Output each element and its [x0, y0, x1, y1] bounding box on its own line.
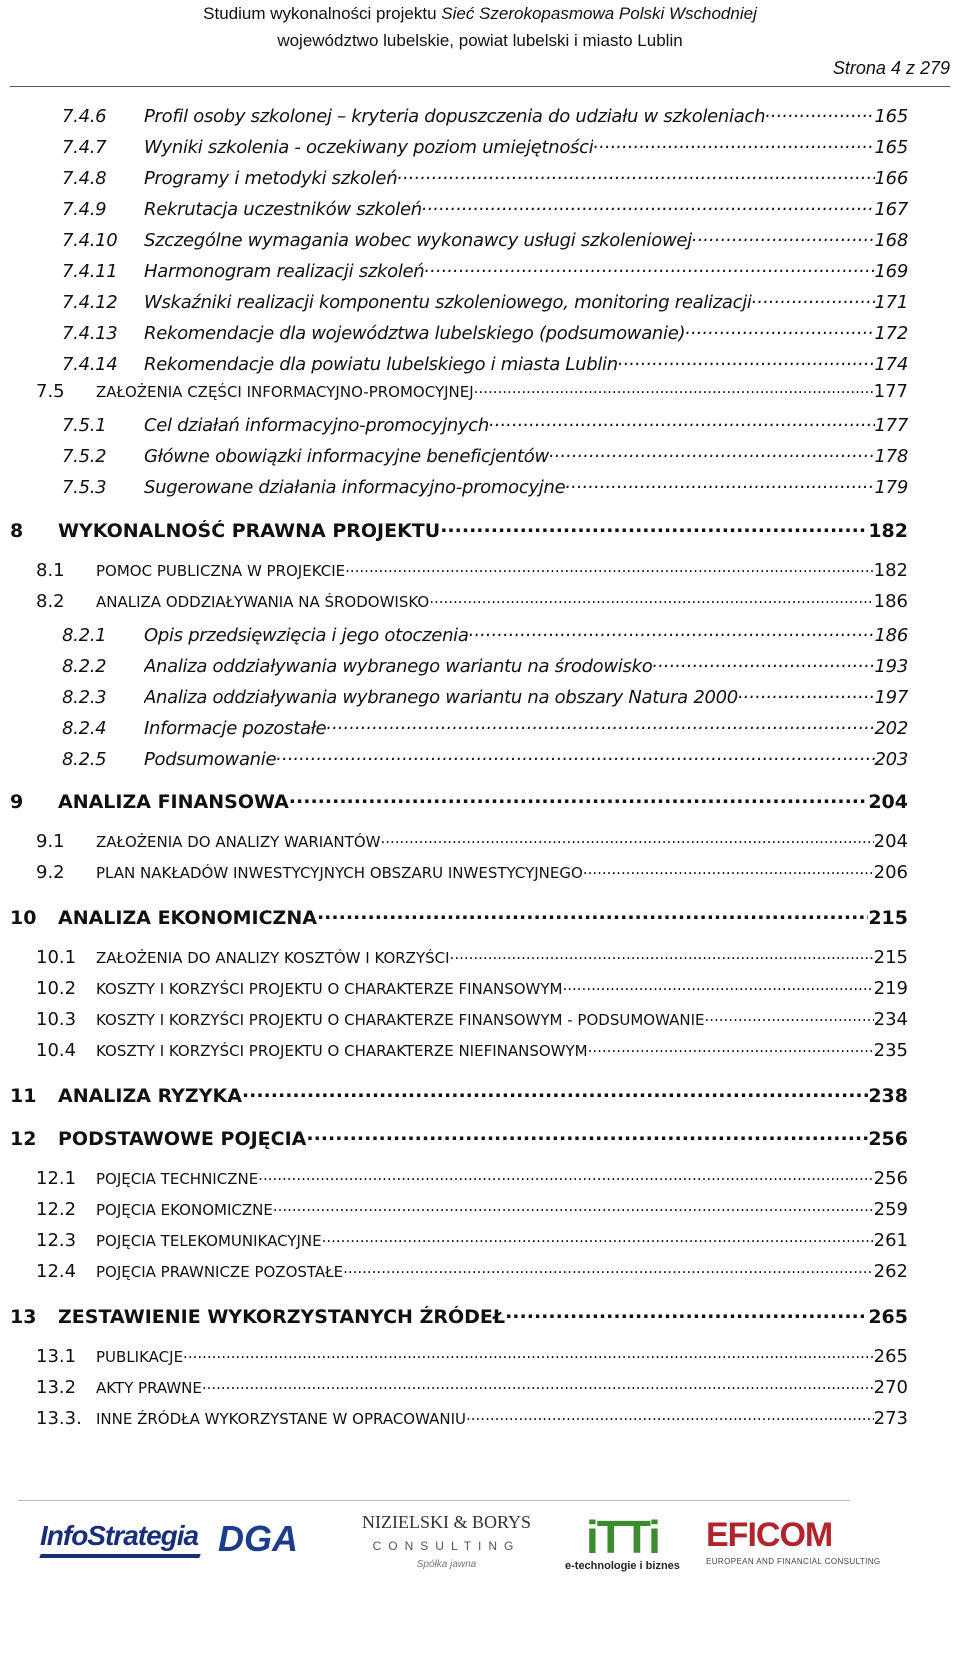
- toc-entry-page: 256: [868, 1127, 908, 1150]
- toc-entry-page: 265: [873, 1345, 908, 1367]
- toc-entry-page: 261: [873, 1229, 908, 1251]
- toc-entry-number: 9: [10, 790, 24, 813]
- toc-dot-leader: [183, 1345, 874, 1362]
- toc-entry-page: 273: [873, 1407, 908, 1429]
- toc-dot-leader: [752, 288, 875, 308]
- toc-entry-title: Analiza oddziaływania wybranego wariantu na środowisko: [144, 655, 653, 677]
- toc-entry-title: ZESTAWIENIE WYKORZYSTANYCH ŹRÓDEŁ: [58, 1305, 506, 1328]
- toc-entry-number: 13.1: [36, 1345, 77, 1367]
- toc-entry-page: 219: [873, 977, 908, 999]
- toc-entry-title: WYKONALNOŚĆ PRAWNA PROJEKTU: [58, 519, 441, 542]
- toc-entry-number: 7.4.13: [62, 322, 118, 344]
- toc-dot-leader: [422, 195, 875, 215]
- toc-entry-page: 177: [873, 380, 908, 402]
- toc-entry-number: 10.1: [36, 946, 77, 968]
- toc-entry[interactable]: [62, 195, 908, 220]
- toc-entry-page: 270: [873, 1376, 908, 1398]
- toc-entry-title: POJĘCIA TELEKOMUNIKACYJNE: [96, 1231, 322, 1250]
- toc-entry-number: 8.2.1: [62, 624, 107, 646]
- project-name: Sieć Szerokopasmowa Polski Wschodniej: [441, 4, 757, 23]
- toc-entry[interactable]: [36, 946, 908, 968]
- footer-divider: [18, 1500, 850, 1501]
- toc-entry-title: PLAN NAKŁADÓW INWESTYCYJNYCH OBSZARU INWESTYCYJNEGO: [96, 863, 583, 882]
- toc-entry-number: 8.2.2: [62, 655, 107, 677]
- toc-entry-number: 7.5: [36, 380, 65, 402]
- toc-entry[interactable]: [10, 787, 908, 813]
- toc-dot-leader: [289, 787, 869, 808]
- toc-entry-number: 10: [10, 906, 37, 929]
- toc-entry-number: 7.4.12: [62, 291, 118, 313]
- toc-entry-title: ANALIZA RYZYKA: [58, 1084, 242, 1107]
- toc-entry-title: AKTY PRAWNE: [96, 1378, 202, 1397]
- toc-entry-title: Wskaźniki realizacji komponentu szkoleniowego, monitoring realizacji: [144, 291, 752, 313]
- toc-entry-number: 10.2: [36, 977, 77, 999]
- toc-entry[interactable]: [62, 102, 908, 127]
- toc-entry-number: 7.4.10: [62, 229, 118, 251]
- toc-entry-title: KOSZTY I KORZYŚCI PROJEKTU O CHARAKTERZE NIEFINANSOWYM: [96, 1041, 588, 1060]
- toc-entry-page: 204: [868, 790, 908, 813]
- toc-entry[interactable]: [36, 1345, 908, 1367]
- toc-entry-page: 169: [874, 260, 908, 282]
- toc-entry-title: PODSTAWOWE POJĘCIA: [58, 1127, 307, 1150]
- toc-entry-title: Profil osoby szkolonej – kryteria dopuszczenia do udziału w szkoleniach: [144, 105, 766, 127]
- toc-dot-leader: [276, 745, 874, 765]
- toc-entry-page: 206: [873, 861, 908, 883]
- toc-entry[interactable]: [36, 1167, 908, 1189]
- toc-dot-leader: [692, 226, 875, 246]
- toc-dot-leader: [489, 411, 875, 431]
- toc-entry-number: 7.4.7: [62, 136, 107, 158]
- toc-entry[interactable]: [10, 1081, 908, 1107]
- logo-swoosh: [39, 1554, 200, 1558]
- toc-entry[interactable]: [62, 257, 908, 282]
- toc-dot-leader: [652, 652, 874, 672]
- infostrategia-logo: InfoStrategia: [40, 1520, 198, 1552]
- toc-dot-leader: [549, 442, 875, 462]
- toc-entry-title: ANALIZA EKONOMICZNA: [58, 906, 317, 929]
- toc-entry-number: 7.5.3: [62, 476, 107, 498]
- toc-entry-number: 7.4.8: [62, 167, 107, 189]
- toc-entry-title: POJĘCIA TECHNICZNE: [96, 1169, 259, 1188]
- toc-entry-title: Rekrutacja uczestników szkoleń: [144, 198, 422, 220]
- page-footer: [0, 1490, 960, 1658]
- toc-dot-leader: [618, 350, 875, 370]
- toc-dot-leader: [505, 1302, 868, 1323]
- toc-dot-leader: [704, 1008, 873, 1025]
- toc-entry[interactable]: [36, 861, 908, 883]
- toc-entry-number: 7.4.6: [62, 105, 107, 127]
- toc-entry-title: PUBLIKACJE: [96, 1347, 184, 1366]
- toc-dot-leader: [258, 1167, 873, 1184]
- document-subtitle: województwo lubelskie, powiat lubelski i miasto Lublin: [277, 31, 683, 50]
- toc-entry-title: KOSZTY I KORZYŚCI PROJEKTU O CHARAKTERZE FINANSOWYM - PODSUMOWANIE: [96, 1010, 705, 1029]
- toc-entry-page: 259: [873, 1198, 908, 1220]
- toc-entry-title: KOSZTY I KORZYŚCI PROJEKTU O CHARAKTERZE FINANSOWYM: [96, 979, 563, 998]
- toc-entry[interactable]: [36, 977, 908, 999]
- toc-entry-title: Rekomendacje dla powiatu lubelskiego i miasta Lublin: [144, 353, 618, 375]
- toc-entry-number: 12: [10, 1127, 37, 1150]
- toc-entry-title: Podsumowanie: [144, 748, 277, 770]
- toc-entry[interactable]: [36, 830, 908, 852]
- toc-entry[interactable]: [36, 1376, 908, 1398]
- toc-entry-number: 8.2: [36, 590, 65, 612]
- toc-entry-page: 203: [874, 748, 908, 770]
- toc-entry[interactable]: [62, 411, 908, 436]
- toc-entry-page: 167: [874, 198, 908, 220]
- itti-logo: iTTi e-technologie i biznes: [565, 1511, 680, 1572]
- toc-entry-title: ANALIZA FINANSOWA: [58, 790, 289, 813]
- toc-entry-number: 10.3: [36, 1008, 77, 1030]
- page-number: Strona 4 z 279: [832, 58, 950, 78]
- toc-entry-title: INNE ŹRÓDŁA WYKORZYSTANE W OPRACOWANIU: [96, 1409, 466, 1428]
- toc-dot-leader: [440, 516, 868, 537]
- toc-dot-leader: [345, 559, 874, 576]
- toc-dot-leader: [397, 164, 874, 184]
- toc-dot-leader: [424, 257, 874, 277]
- toc-dot-leader: [202, 1376, 874, 1393]
- toc-entry-number: 12.2: [36, 1198, 77, 1220]
- toc-entry-title: Rekomendacje dla województwa lubelskiego (podsumowanie): [144, 322, 686, 344]
- toc-entry-title: Szczególne wymagania wobec wykonawcy usługi szkoleniowej: [144, 229, 692, 251]
- toc-entry[interactable]: [62, 442, 908, 467]
- toc-entry-title: POJĘCIA EKONOMICZNE: [96, 1200, 273, 1219]
- toc-entry-title: Harmonogram realizacji szkoleń: [144, 260, 425, 282]
- toc-entry-number: 7.5.1: [62, 414, 107, 436]
- toc-dot-leader: [469, 621, 875, 641]
- toc-entry-page: 204: [873, 830, 908, 852]
- toc-entry-title: Sugerowane działania informacyjno-promocyjne: [144, 476, 566, 498]
- toc-entry-number: 7.5.2: [62, 445, 107, 467]
- toc-dot-leader: [593, 133, 874, 153]
- toc-entry-title: Główne obowiązki informacyjne beneficjentów: [144, 445, 549, 467]
- toc-entry[interactable]: [62, 745, 908, 770]
- toc-entry-number: 12.1: [36, 1167, 77, 1189]
- toc-entry-page: 178: [874, 445, 908, 467]
- toc-entry-title: POMOC PUBLICZNA W PROJEKCIE: [96, 561, 346, 580]
- toc-dot-leader: [343, 1260, 874, 1277]
- toc-entry-title: ZAŁOŻENIA DO ANALIZY WARIANTÓW: [96, 832, 381, 851]
- toc-entry-title: Wyniki szkolenia - oczekiwany poziom umiejętności: [144, 136, 594, 158]
- toc-dot-leader: [242, 1081, 868, 1102]
- eficom-logo: EFICOM EUROPEAN AND FINANCIAL CONSULTING: [706, 1516, 881, 1566]
- toc-entry[interactable]: [36, 1229, 908, 1251]
- toc-entry[interactable]: [62, 350, 908, 375]
- toc-entry-page: 182: [868, 519, 908, 542]
- toc-entry-number: 8.1: [36, 559, 65, 581]
- toc-entry[interactable]: [62, 226, 908, 251]
- toc-entry-number: 13: [10, 1305, 37, 1328]
- toc-entry-number: 8.2.5: [62, 748, 107, 770]
- toc-entry[interactable]: [10, 1124, 908, 1150]
- toc-dot-leader: [765, 102, 874, 122]
- toc-entry-page: 238: [868, 1084, 908, 1107]
- toc-entry[interactable]: [62, 133, 908, 158]
- toc-entry[interactable]: [36, 590, 908, 612]
- toc-entry[interactable]: [36, 380, 908, 402]
- toc-dot-leader: [685, 319, 874, 339]
- toc-dot-leader: [738, 683, 875, 703]
- toc-entry-title: ZAŁOŻENIA DO ANALIZY KOSZTÓW I KORZYŚCI: [96, 948, 450, 967]
- toc-dot-leader: [474, 380, 874, 397]
- nizielski-borys-logo: NIZIELSKI & BORYS CONSULTING Spółka jawna: [362, 1512, 532, 1570]
- toc-dot-leader: [450, 946, 874, 963]
- toc-entry[interactable]: [62, 288, 908, 313]
- toc-dot-leader: [326, 714, 874, 734]
- toc-entry-page: 172: [874, 322, 908, 344]
- toc-entry[interactable]: [36, 1198, 908, 1220]
- toc-entry-number: 9.2: [36, 861, 65, 883]
- toc-entry-number: 12.4: [36, 1260, 77, 1282]
- toc-entry-number: 9.1: [36, 830, 65, 852]
- toc-entry[interactable]: [36, 1260, 908, 1282]
- toc-entry[interactable]: [62, 714, 908, 739]
- toc-entry-page: 165: [874, 136, 908, 158]
- toc-entry[interactable]: [62, 473, 908, 498]
- toc-entry-page: 215: [868, 906, 908, 929]
- toc-entry-page: 165: [874, 105, 908, 127]
- toc-entry-number: 7.4.14: [62, 353, 118, 375]
- toc-entry-title: ANALIZA ODDZIAŁYWANIA NA ŚRODOWISKO: [96, 592, 430, 611]
- toc-entry-page: 182: [873, 559, 908, 581]
- toc-entry-page: 168: [874, 229, 908, 251]
- toc-entry-page: 202: [874, 717, 908, 739]
- toc-entry-title: Cel działań informacyjno-promocyjnych: [144, 414, 489, 436]
- toc-entry-page: 174: [874, 353, 908, 375]
- toc-entry[interactable]: [62, 319, 908, 344]
- toc-entry-page: 186: [874, 624, 908, 646]
- toc-dot-leader: [322, 1229, 874, 1246]
- toc-entry-page: 235: [873, 1039, 908, 1061]
- toc-entry-page: 234: [873, 1008, 908, 1030]
- toc-entry-page: 166: [874, 167, 908, 189]
- toc-entry-page: 193: [874, 655, 908, 677]
- toc-dot-leader: [306, 1124, 868, 1145]
- toc-entry-number: 7.4.9: [62, 198, 107, 220]
- toc-dot-leader: [466, 1407, 874, 1424]
- toc-entry-page: 197: [874, 686, 908, 708]
- toc-entry-page: 262: [873, 1260, 908, 1282]
- toc-entry-number: 8: [10, 519, 24, 542]
- toc-entry-title: Informacje pozostałe: [144, 717, 327, 739]
- toc-entry-page: 186: [873, 590, 908, 612]
- toc-entry-number: 8.2.4: [62, 717, 107, 739]
- toc-entry[interactable]: [62, 621, 908, 646]
- toc-entry-page: 215: [873, 946, 908, 968]
- toc-entry-number: 7.4.11: [62, 260, 118, 282]
- toc-entry[interactable]: [10, 516, 908, 542]
- toc-dot-leader: [588, 1039, 874, 1056]
- toc-entry[interactable]: [36, 1039, 908, 1061]
- toc-dot-leader: [565, 473, 874, 493]
- toc-entry[interactable]: [62, 652, 908, 677]
- toc-dot-leader: [583, 861, 874, 878]
- toc-entry[interactable]: [10, 1302, 908, 1328]
- toc-entry-number: 10.4: [36, 1039, 77, 1061]
- toc-entry-number: 11: [10, 1084, 37, 1107]
- toc-entry-number: 8.2.3: [62, 686, 107, 708]
- toc-dot-leader: [380, 830, 873, 847]
- toc-entry-page: 179: [874, 476, 908, 498]
- toc-entry[interactable]: [10, 903, 908, 929]
- toc-entry-number: 12.3: [36, 1229, 77, 1251]
- dga-logo: DGA: [218, 1518, 298, 1559]
- toc-entry-page: 256: [873, 1167, 908, 1189]
- document-title: Studium wykonalności projektu Sieć Szerokopasmowa Polski Wschodniej: [203, 4, 757, 23]
- toc-entry-page: 177: [874, 414, 908, 436]
- toc-entry[interactable]: [62, 164, 908, 189]
- toc-entry-title: Analiza oddziaływania wybranego wariantu na obszary Natura 2000: [144, 686, 738, 708]
- toc-entry-title: ZAŁOŻENIA CZĘŚCI INFORMACYJNO-PROMOCYJNEJ: [96, 382, 474, 401]
- toc-dot-leader: [429, 590, 873, 607]
- toc-dot-leader: [317, 903, 868, 924]
- toc-entry[interactable]: [62, 683, 908, 708]
- toc-entry-page: 265: [868, 1305, 908, 1328]
- toc-entry-number: 13.2: [36, 1376, 77, 1398]
- toc-entry-number: 13.3.: [36, 1407, 82, 1429]
- toc-entry-title: Opis przedsięwzięcia i jego otoczenia: [144, 624, 469, 646]
- toc-entry[interactable]: [36, 1008, 908, 1030]
- toc-entry[interactable]: [36, 1407, 908, 1429]
- toc-entry-title: Programy i metodyki szkoleń: [144, 167, 398, 189]
- toc-entry-page: 171: [874, 291, 908, 313]
- toc-entry-title: POJĘCIA PRAWNICZE POZOSTAŁE: [96, 1262, 344, 1281]
- toc-dot-leader: [273, 1198, 874, 1215]
- toc-entry[interactable]: [36, 559, 908, 581]
- toc-dot-leader: [562, 977, 873, 994]
